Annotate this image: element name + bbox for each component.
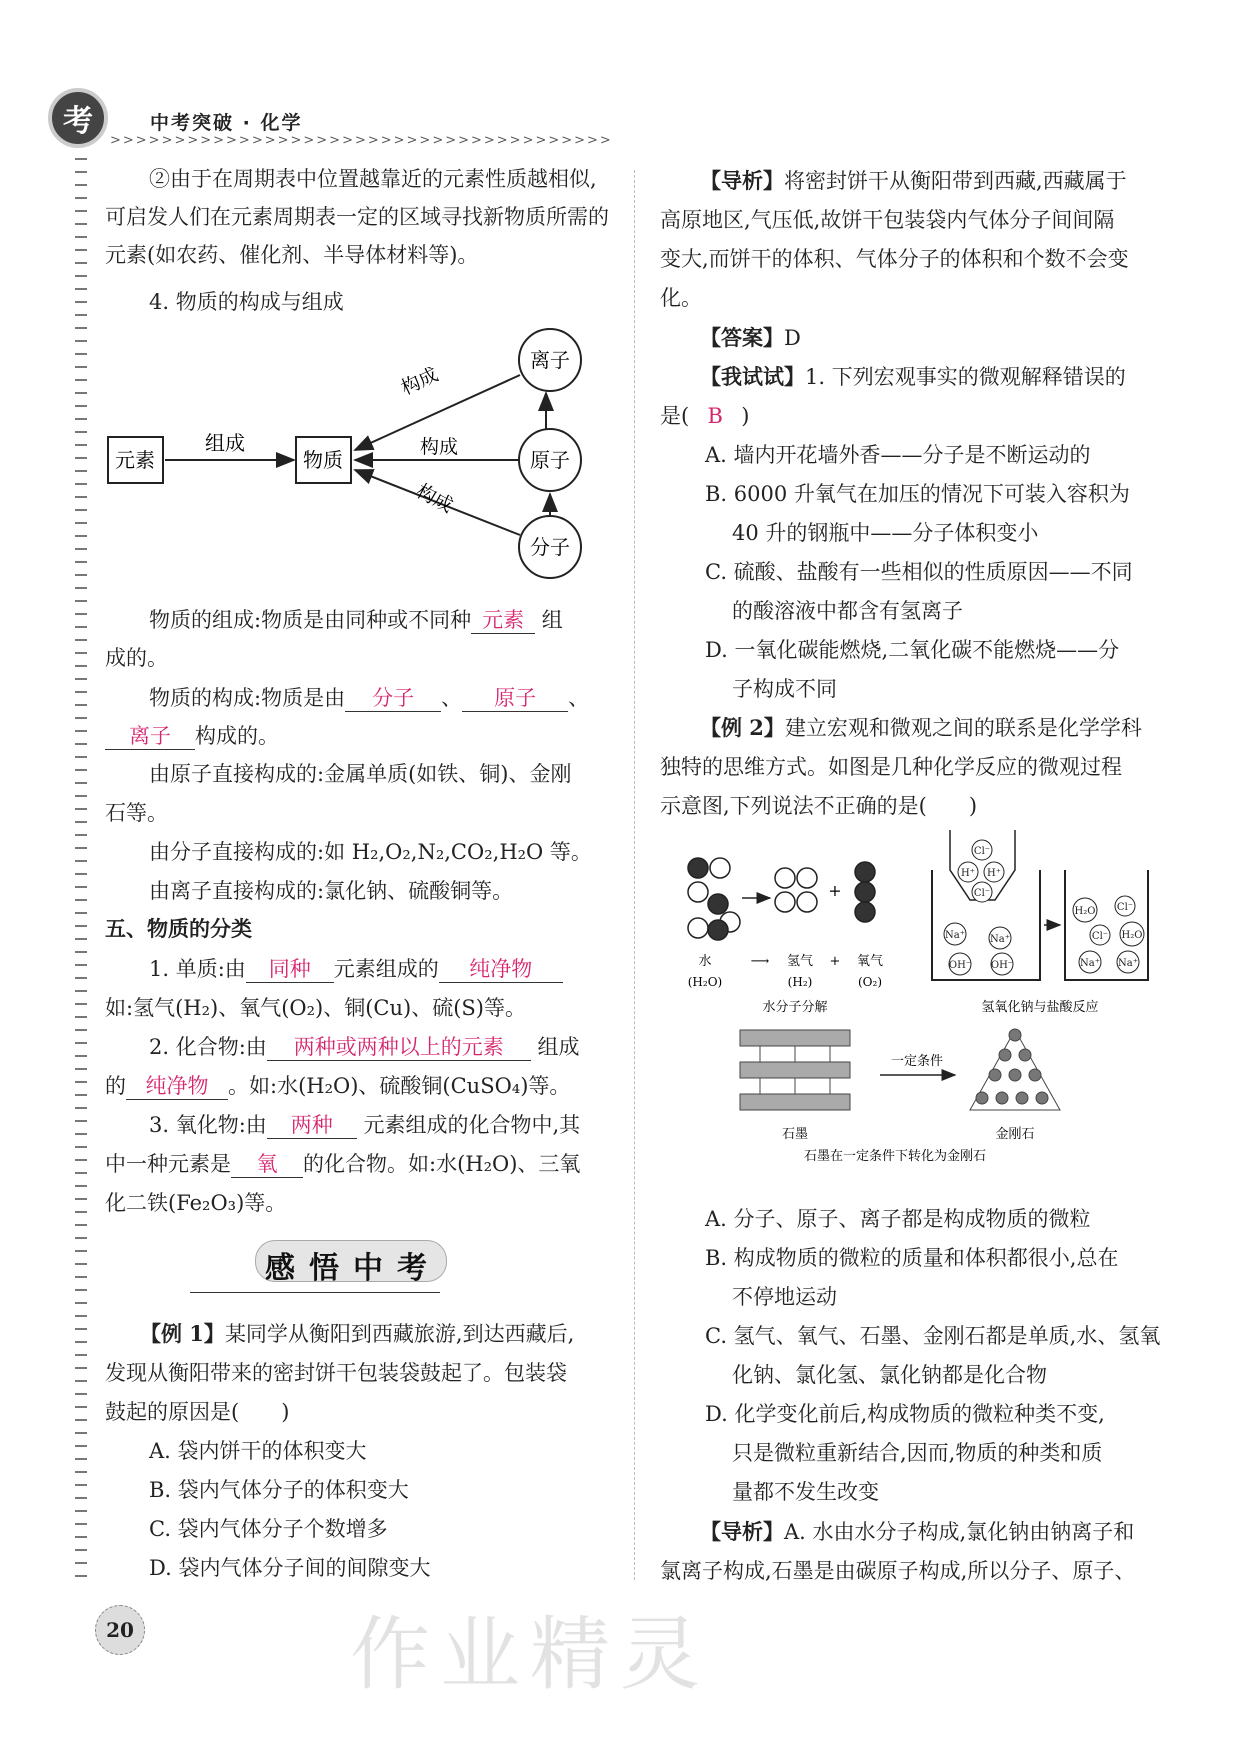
constitute-label-2: 构成 (420, 436, 459, 458)
fig-h2: 氢气 (786, 954, 814, 969)
answer-chunjingwu2: 纯净物 (126, 1073, 228, 1100)
ion-na-2: Na⁺ (990, 934, 1010, 945)
banner-title: 感悟中考 (265, 1251, 441, 1286)
ion-h-1: H⁺ (961, 868, 975, 879)
fig-caption-1: 水分子分解 (762, 1000, 828, 1015)
ion-h2o-1: H₂O (1074, 906, 1096, 917)
ion-na-3: Na⁺ (1080, 958, 1100, 969)
ion-direct-line: 由离子直接构成的:氯化钠、硫酸铜等。 (149, 879, 514, 903)
answer-liangzhong-or-more: 两种或两种以上的元素 (267, 1034, 531, 1061)
try-option-c2: 的酸溶液中都含有氢离子 (732, 599, 963, 623)
answer-yang: 氧 (231, 1151, 303, 1178)
answer-tongzhong: 同种 (246, 956, 334, 983)
ion-na-4: Na⁺ (1118, 958, 1138, 969)
fig-o2: 氧气 (856, 954, 884, 969)
header-badge (48, 88, 108, 148)
ion-cl-4: Cl⁻ (1091, 931, 1109, 942)
ion-cl-2: Cl⁻ (973, 888, 991, 899)
answer-yuanzi: 原子 (462, 685, 568, 712)
ion-oh-1: OH⁻ (948, 960, 972, 971)
header-title: 中考突破 · 化学 (150, 112, 303, 134)
example1-option-d: D. 袋内气体分子间的间隙变大 (149, 1556, 431, 1580)
class3-line: 3. 氧化物:由 两种 元素组成的化合物中,其 (149, 1113, 581, 1137)
section4-heading: 4. 物质的构成与组成 (149, 290, 344, 314)
example1-option-a: A. 袋内饼干的体积变大 (149, 1439, 367, 1463)
guide1-line3: 变大,而饼干的体积、气体分子的体积和个数不会变 (660, 247, 1129, 271)
page-number: 20 (106, 1618, 134, 1642)
example2-option-c1: C. 氢气、氧气、石墨、金刚石都是单质,水、氢氧 (705, 1324, 1161, 1348)
example2-option-a: A. 分子、原子、离子都是构成物质的微粒 (705, 1207, 1091, 1231)
watermark: 作业精灵 (350, 1608, 710, 1701)
constitute-label-3: 构成 (412, 479, 457, 518)
constitution-line: 物质的构成:物质是由 分子 、 原子 、 (149, 686, 590, 710)
answer-fenzi: 分子 (345, 685, 441, 712)
atom-direct-line1: 由原子直接构成的:金属单质(如铁、铜)、金刚 (149, 762, 572, 786)
oxygen-molecules (855, 862, 875, 922)
constitution-line2: 离子 构成的。 (105, 720, 279, 750)
fig-graphite: 石墨 (781, 1127, 809, 1142)
answer-yuansu: 元素 (471, 607, 535, 634)
try-line1: 【我试试】1. 下列宏观事实的微观解释错误的 (700, 364, 1126, 389)
ion-h2o-2: H₂O (1121, 930, 1143, 941)
example2-line1: 【例 2】建立宏观和微观之间的联系是化学学科 (700, 715, 1142, 740)
composed-label: 组成 (205, 431, 245, 455)
class3-line3: 化二铁(Fe₂O₃)等。 (105, 1191, 287, 1215)
fig-plus-1: + (828, 881, 842, 900)
guide2-line1: 【导析】A. 水由水分子构成,氯化钠由钠离子和 (700, 1519, 1135, 1544)
example1-line1: 【例 1】某同学从衡阳到西藏旅游,到达西藏后, (140, 1321, 575, 1346)
fig-condition: 一定条件 (890, 1054, 944, 1069)
molecule-direct-line: 由分子直接构成的:如 H₂,O₂,N₂,CO₂,H₂O 等。 (149, 840, 592, 864)
try-option-d1: D. 一氧化碳能燃烧,二氧化碳不能燃烧——分 (705, 638, 1120, 662)
example2-option-b1: B. 构成物质的微粒的质量和体积都很小,总在 (705, 1246, 1119, 1270)
guide1-line4: 化。 (660, 286, 702, 310)
page-number-badge (95, 1605, 145, 1655)
substance-label: 物质 (303, 448, 343, 472)
example2-option-d3: 量都不发生改变 (732, 1480, 879, 1504)
class2-line2: 的 纯净物 。如:水(H₂O)、硫酸铜(CuSO₄)等。 (105, 1074, 571, 1098)
ion-cl-3: Cl⁻ (1116, 902, 1134, 913)
example2-option-d1: D. 化学变化前后,构成物质的微粒种类不变, (705, 1402, 1105, 1426)
example2-option-c2: 化钠、氯化氢、氯化钠都是化合物 (732, 1363, 1047, 1387)
answer-liangzhong: 两种 (267, 1112, 357, 1139)
try-line2: 是( B ) (660, 404, 750, 428)
example1-option-b: B. 袋内气体分子的体积变大 (149, 1478, 409, 1502)
fig-caption-2: 氢氧化钠与盐酸反应 (981, 1000, 1099, 1015)
constitute-label-1: 构成 (397, 363, 442, 400)
example2-line2: 独特的思维方式。如图是几种化学反应的微观过程 (660, 755, 1122, 779)
class1-line2: 如:氢气(H₂)、氧气(O₂)、铜(Cu)、硫(S)等。 (105, 996, 526, 1020)
banner-underline (190, 1292, 440, 1293)
fig-caption-3: 石墨在一定条件下转化为金刚石 (803, 1149, 987, 1164)
fig-diamond: 金刚石 (995, 1127, 1035, 1142)
guide2-line2: 氯离子构成,石墨是由碳原子构成,所以分子、原子、 (660, 1559, 1136, 1583)
ion-na-1: Na⁺ (945, 930, 965, 941)
example2-option-d2: 只是微粒重新结合,因而,物质的种类和质 (732, 1441, 1103, 1465)
atom-direct-line2: 石等。 (105, 801, 168, 825)
fig-h2-formula: (H₂) (787, 975, 813, 989)
composition-line2: 成的。 (105, 646, 168, 670)
graphite-structure (740, 1030, 850, 1110)
composition-diagram (100, 325, 610, 595)
try-option-d2: 子构成不同 (732, 677, 837, 701)
example1-option-c: C. 袋内气体分子个数增多 (149, 1517, 388, 1541)
fig-water: 水 (698, 954, 712, 969)
guide1-line1: 【导析】将密封饼干从衡阳带到西藏,西藏属于 (700, 168, 1127, 193)
column-divider (634, 170, 635, 1580)
example2-line3: 示意图,下列说法不正确的是( ) (660, 794, 978, 818)
atom-label: 原子 (530, 448, 570, 472)
answer-lizi: 离子 (105, 723, 195, 750)
ion-oh-2: OH⁻ (990, 960, 1014, 971)
ion-h-2: H⁺ (987, 868, 1001, 879)
ion-cl-1: Cl⁻ (973, 846, 991, 857)
try-answer: B (707, 404, 723, 428)
try-option-c1: C. 硫酸、盐酸有一些相似的性质原因——不同 (705, 560, 1133, 584)
water-molecules (688, 858, 740, 940)
molecule-label: 分子 (530, 535, 570, 559)
example2-option-b2: 不停地运动 (732, 1285, 837, 1309)
try-option-a: A. 墙内开花墙外香——分子是不断运动的 (705, 443, 1091, 467)
section5-heading: 五、物质的分类 (105, 917, 252, 941)
hydrogen-molecules (775, 868, 817, 912)
ion-label: 离子 (530, 348, 570, 372)
example1-line2: 发现从衡阳带来的密封饼干包装袋鼓起了。包装袋 (105, 1361, 567, 1385)
class1-line: 1. 单质:由 同种 元素组成的 纯净物 (149, 953, 563, 983)
fig-arrow: ⟶ (750, 954, 770, 969)
guide1-line2: 高原地区,气压低,故饼干包装袋内气体分子间间隔 (660, 208, 1115, 232)
element-label: 元素 (115, 448, 155, 472)
fig-water-formula: (H₂O) (687, 975, 723, 989)
answer-chunjingwu1: 纯净物 (439, 956, 563, 983)
class2-line: 2. 化合物:由 两种或两种以上的元素 组成 (149, 1035, 580, 1059)
header-arrow-line: >>>>>>>>>>>>>>>>>>>>>>>>>>>>>>>>>>>>>>> (110, 133, 613, 148)
try-option-b1: B. 6000 升氧气在加压的情况下可装入容积为 (705, 482, 1130, 506)
left-para1: ②由于在周期表中位置越靠近的元素性质越相似,可启发人们在元素周期表一定的区域寻找新物质所需的元素(如农药、催化剂、半导体材料等)。 (105, 167, 609, 267)
class3-line2: 中一种元素是 氧 的化合物。如:水(H₂O)、三氧 (105, 1152, 581, 1176)
try-option-b2: 40 升的钢瓶中——分子体积变小 (732, 521, 1039, 545)
diamond-structure (970, 1029, 1060, 1110)
header-badge-text: 考 (63, 104, 93, 139)
answer-line: 【答案】D (700, 325, 801, 350)
fig-plus-2: + (829, 954, 841, 969)
reaction-figure (670, 830, 1150, 1190)
composition-line: 物质的组成:物质是由同种或不同种 元素 组 (149, 608, 563, 632)
left-margin-decoration (75, 150, 87, 1580)
fig-o2-formula: (O₂) (857, 975, 883, 989)
example1-line3: 鼓起的原因是( ) (105, 1400, 290, 1424)
